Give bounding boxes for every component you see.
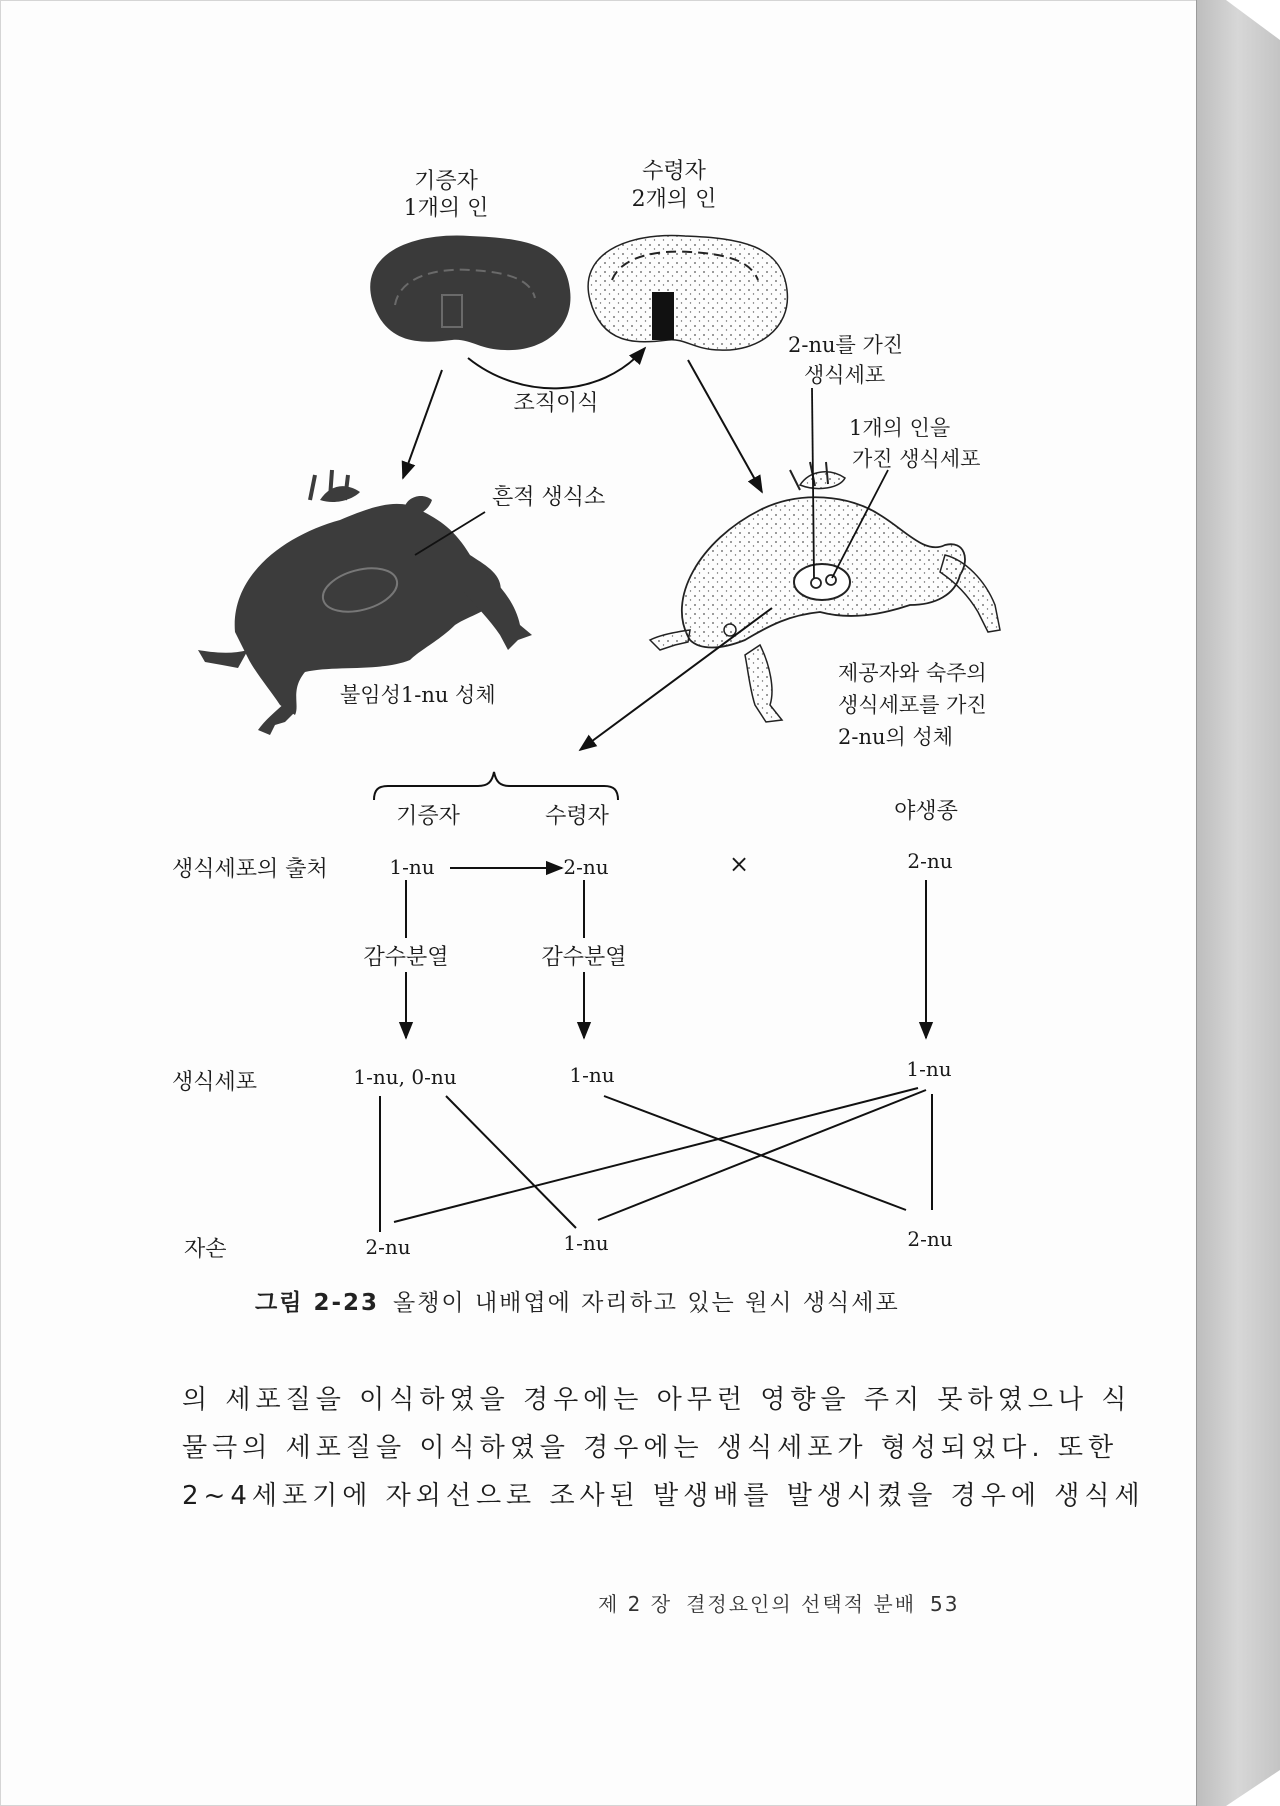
donor-embryo	[370, 236, 570, 351]
caption-number: 그림 2-23	[255, 1290, 379, 1316]
germ-recipient: 1-nu	[569, 1063, 615, 1087]
row-germ-label: 생식세포	[172, 1070, 258, 1095]
adult-to-table-arrow	[580, 608, 772, 750]
offspring-1: 2-nu	[365, 1235, 411, 1259]
recipient-embryo	[588, 236, 787, 351]
fertile-adult-label-1: 제공자와 숙주의	[838, 661, 987, 685]
body-line: 의 세포질을 이식하였을 경우에는 아무런 영향을 주지 못하였으나 식	[182, 1385, 1132, 1415]
page-footer	[598, 1588, 973, 1617]
footer-chapter: 제 2 장	[598, 1592, 673, 1616]
germ-2nu-label-1: 2-nu를 가진	[788, 333, 904, 357]
donor-subtitle: 1개의 인	[403, 196, 489, 221]
germ-donor: 1-nu, 0-nu	[353, 1065, 457, 1089]
figure-caption	[255, 1284, 900, 1317]
transplant-arrow	[468, 348, 645, 388]
recipient-subtitle: 2개의 인	[631, 187, 717, 212]
germ-2nu-label-2: 생식세포	[804, 363, 886, 387]
germ-1nu-label-2: 가진 생식세포	[852, 447, 981, 471]
donor-title: 기증자	[414, 169, 478, 194]
donor-meiosis-label: 감수분열	[363, 945, 449, 970]
col-recipient: 수령자	[545, 804, 609, 829]
book-edge	[1196, 0, 1280, 1806]
cross-lines	[380, 1088, 932, 1232]
fertile-adult-label-2: 생식세포를 가진	[838, 693, 987, 717]
src-recipient: 2-nu	[563, 855, 609, 879]
row-source-label: 생식세포의 출처	[172, 857, 328, 882]
body-line: 2~4세포기에 자외선으로 조사된 발생배를 발생시켰을 경우에 생식세	[182, 1481, 1145, 1511]
offspring-3: 2-nu	[907, 1227, 953, 1251]
footer-title: 결정요인의 선택적 분배	[686, 1592, 917, 1616]
vestigial-label: 흔적 생식소	[492, 485, 606, 510]
page-number: 53	[930, 1592, 960, 1616]
src-donor: 1-nu	[389, 855, 435, 879]
fertile-adult-label-3: 2-nu의 성체	[838, 725, 954, 749]
cross-symbol: ×	[728, 850, 750, 878]
germ-wild: 1-nu	[906, 1057, 952, 1081]
donor-to-frog-arrow	[403, 370, 442, 478]
body-text	[182, 1376, 1145, 1520]
recipient-meiosis-label: 감수분열	[541, 945, 627, 970]
col-wild: 야생종	[894, 799, 958, 824]
offspring-2: 1-nu	[563, 1231, 609, 1255]
caption-text: 올챙이 내배엽에 자리하고 있는 원시 생식세포	[393, 1290, 900, 1316]
col-donor: 기증자	[396, 804, 460, 829]
transplant-label: 조직이식	[513, 391, 599, 416]
recipient-to-frog-arrow	[688, 360, 762, 492]
body-line: 물극의 세포질을 이식하였을 경우에는 생식세포가 형성되었다. 또한	[182, 1433, 1119, 1463]
germ-1nu-label-1: 1개의 인을	[849, 416, 951, 440]
row-offspring-label: 자손	[184, 1237, 227, 1262]
group-brace	[374, 772, 618, 800]
sterile-adult-label: 불임성1-nu 성체	[340, 683, 496, 707]
recipient-title: 수령자	[642, 159, 706, 184]
src-wild: 2-nu	[907, 849, 953, 873]
